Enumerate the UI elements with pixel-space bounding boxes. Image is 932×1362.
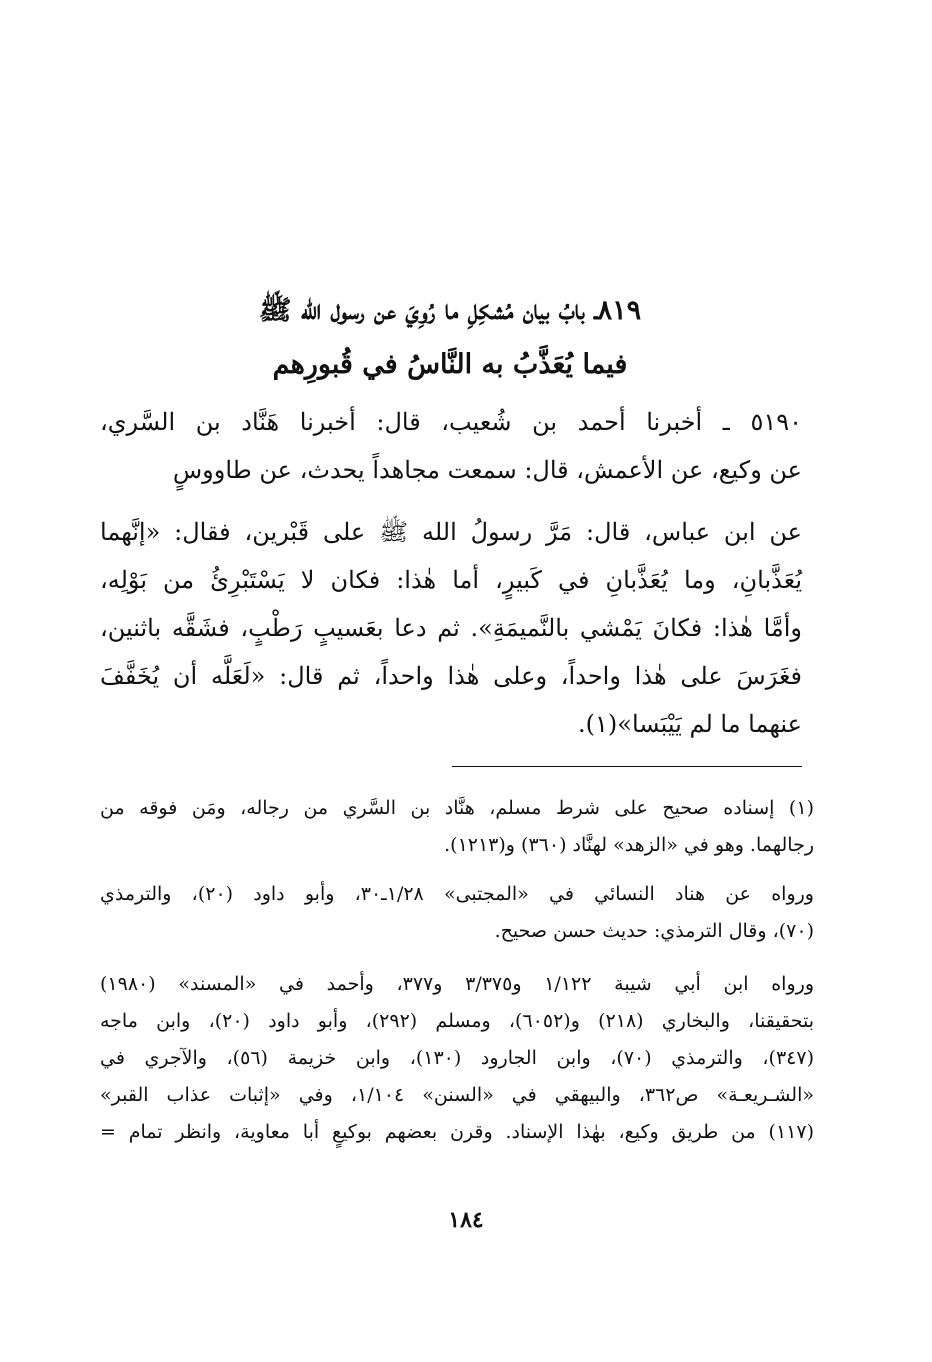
chapter-heading xyxy=(100,284,800,392)
footnote-line: (٧٠)، وقال الترمذي: حديث حسن صحيح. xyxy=(494,920,814,942)
footnote-separator xyxy=(452,766,802,767)
hadith-line: يُعَذَّبانِ، وما يُعَذَّبانِ في كَبيرٍ، أما هٰذا: فكان لا يَسْتَبْرِئُ من بَوْلِه، xyxy=(100,566,802,594)
footnote-line: بتحقيقنا، والبخاري (٢١٨) و(٦٠٥٢)، ومسلم (٢٩٢)، وأبو داود (٢٠)، وابن ماجه xyxy=(100,1010,815,1032)
hadith-line: ٥١٩٠ ـ أخبرنا أحمد بن شُعيب، قال: أخبرنا هَنَّاد بن السَّري، xyxy=(100,408,802,436)
footnote-line: ورواه عن هناد النسائي في «المجتبى» ١/٢٨ـ٣٠، وأبو داود (٢٠)، والترمذي xyxy=(100,883,814,905)
footnote-line: «الشـريعـة» ص٣٦٢، والبيهقي في «السنن» ١/١٠٤، وفي «إثبات عذاب القبر» xyxy=(100,1084,815,1106)
hadith-line: عن وكيع، عن الأعمش، قال: سمعت مجاهداً يحدث، عن طاووسٍ xyxy=(172,456,802,484)
hadith-line: فغَرَسَ على هٰذا واحداً، وعلى هٰذا واحداً، ثم قال: «لَعَلَّه أن يُخَفَّفَ xyxy=(100,662,802,690)
hadith-matn-paragraph xyxy=(100,508,802,748)
footnote-line: رجالهما. وهو في «الزهد» لهنَّاد (٣٦٠) و(١٢١٣). xyxy=(444,834,814,856)
chapter-title-line-2: فيما يُعَذَّبُ به النَّاسُ في قُبورِهم xyxy=(272,349,628,380)
footnote-line: (٣٤٧)، والترمذي (٧٠)، وابن الجارود (١٣٠)، وابن خزيمة (٥٦)، والآجري في xyxy=(100,1047,814,1069)
page-number: ١٨٤ xyxy=(448,1207,484,1233)
footnote-line: ورواه ابن أبي شيبة ١/١٢٢ و٣/٣٧٥ و٣٧٧، وأحمد في «المسند» (١٩٨٠) xyxy=(100,973,814,995)
footnote-2 xyxy=(100,876,814,950)
chapter-title-line-1: ٨١٩ـ بابُ بيان مُشكِلِ ما رُوِيَ عن رسول الله ﷺ xyxy=(258,295,642,326)
footnote-1 xyxy=(100,790,814,864)
footnote-3 xyxy=(100,966,814,1151)
footnote-line: (١١٧) من طريق وكيع، بهٰذا الإسناد. وقرن بعضهم بوكيعٍ أبا معاوية، وانظر تمام = xyxy=(100,1121,814,1143)
hadith-isnad-paragraph xyxy=(100,398,802,494)
hadith-line: وأمَّا هٰذا: فكانَ يَمْشي بالنَّميمَةِ». ثم دعا بعَسيبٍ رَطْبٍ، فشَقَّه باثنين، xyxy=(100,614,802,642)
hadith-line: عنهما ما لم يَيْبَسا»(١). xyxy=(578,710,802,738)
footnote-line: (١) إسناده صحيح على شرط مسلم، هنَّاد بن السَّري من رجاله، ومَن فوقه من xyxy=(100,797,814,819)
hadith-line: عن ابن عباس، قال: مَرَّ رسولُ الله ﷺ على قَبْرين، فقال: «إنَّهما xyxy=(100,518,802,546)
